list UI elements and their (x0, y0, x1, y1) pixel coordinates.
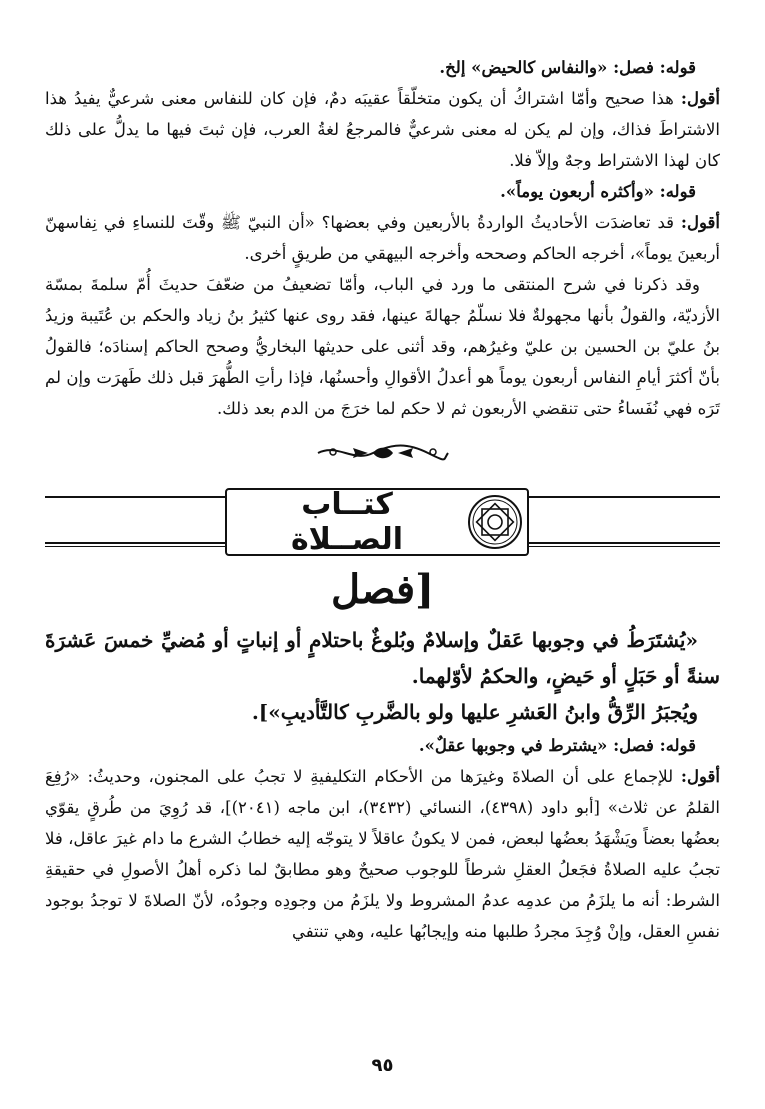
question-line-aql: قوله: فصل: «يشترط في وجوبها عقلٌ». (418, 736, 696, 755)
page-body (45, 52, 720, 947)
star-emblem-icon (467, 494, 523, 550)
question-line-arbaun: قوله: «وأكثره أربعون يوماً». (500, 182, 696, 201)
flourish-icon (313, 438, 453, 468)
answer-paragraph-3 (45, 761, 720, 947)
body-paragraph: وقد ذكرنا في شرح المنتقى ما ورد في الباب، وأمّا تضعيفُ من ضعّفَ حديثَ أُمّ سلمةَ بمسّة الأزديّة، والقولُ بأنها مجهولةٌ فلا نسلّمُ جهالةَ عينها، فقد روى عنها كثيرُ بنُ زياد والحكم بن عُتَيبة وزيدُ بنُ عليّ بن الحسين بن عليّ وغيرُهم، وقد أثنى على حديثها البخاريُّ وصحح الحاكم إسنادَه؛ فالقولُ بأنّ أكثرَ أيامِ النفاس أربعون يوماً هو أعدلُ الأقوالِ وأحسنُها، فإذا رأتِ الطُّهرَ قبل ذلك طَهرَت وإن لم تَرَه فهي نُفَساءُ حتى تنقضي الأربعون ثم لا حكم لما خرَجَ من الدم بعد ذلك. (45, 275, 720, 418)
chapter-heading (45, 487, 720, 557)
answer-text: هذا صحيح وأمّا اشتراكُ أن يكون متخلّقاً عقيبَه دمٌ، فإن كان للنفاس معنى شرعيٌّ يفيدُ هذا الاشتراطَ فذاك، وإن لم يكن له معنى شرعيٌّ فالمرجعُ لغةُ العرب، فإن ثبتَ فيها ما يدلُّ على ذلك كان لهذا الاشتراط وجهٌ وإلاّ فلا. (45, 89, 720, 170)
answer-label: أقول: (680, 767, 720, 786)
answer-paragraph-1 (45, 83, 720, 176)
answer-paragraph-2 (45, 207, 720, 269)
fasl-heading: [فصل (330, 566, 435, 613)
matn-paragraph-1: «يُشتَرَطُ في وجوبها عَقلٌ وإسلامٌ وبُلوغٌ باحتلامٍ أو إنباتٍ أو مُضيِّ خمسَ عَشرَةَ سنةً أو حَبَلٍ أو حَيضٍ، والحكمُ لأوّلهما. (45, 628, 720, 688)
question-line-nifas: قوله: فصل: «والنفاس كالحيض» إلخ. (439, 58, 696, 77)
answer-text: للإجماع على أن الصلاةَ وغيرَها من الأحكام التكليفيةِ لا تجبُ على المجنون، وحديثُ: «رُفِعَ القلمُ عن ثلاث» [أبو داود (٤٣٩٨)، النسائي (٣٤٣٢)، ابن ماجه (٢٠٤١)]، قد رُوِيَ من طُرقٍ يقوّي بعضُها بعضاً ويَشْهَدُ بعضُها لبعض، فمن لا يكونُ عاقلاً لا يتوجّه إليه خطابُ الشرع ما دام غيرَ عاقل، فلا تجبُ عليه الصلاةُ فجَعلُ العقلِ شرطاً للوجوب صحيحٌ وهو مطابقٌ لما ذكره أهلُ الأصولِ في حقيقةِ الشرط: أنه ما يلزَمُ من عدمِه عدمُ المشروط ولا يلزَمُ من وجودِه وجودُه، لأنّ الصلاةَ لا توجدُ بوجود نفسِ العقل، وإنْ وُجِدَ مجردُ طلبها منه وإيجابُها عليه، وهي تنتفي (45, 767, 721, 941)
answer-text: قد تعاضدَت الأحاديثُ الواردةُ بالأربعين وفي بعضها؟ «أن النبيّ ﷺ وقّتَ للنساءِ في نِفاسهنّ أربعينَ يوماً»، أخرجه الحاكم وصححه وأخرجه البيهقي من طريقٍ أخرى. (45, 213, 720, 263)
page-number: ٩٥ (371, 1055, 394, 1076)
answer-label: أقول: (680, 213, 720, 232)
chapter-title: كتــاب الصــلاة (290, 487, 404, 557)
matn-paragraph-2: ويُجبَرُ الرِّقُّ وابنُ العَشرِ عليها ولو بالضَّربِ كالتَّأديبِ»]. (251, 700, 698, 724)
answer-label: أقول: (680, 89, 720, 108)
chapter-title-box (225, 488, 529, 556)
divider-ornament (313, 438, 453, 468)
